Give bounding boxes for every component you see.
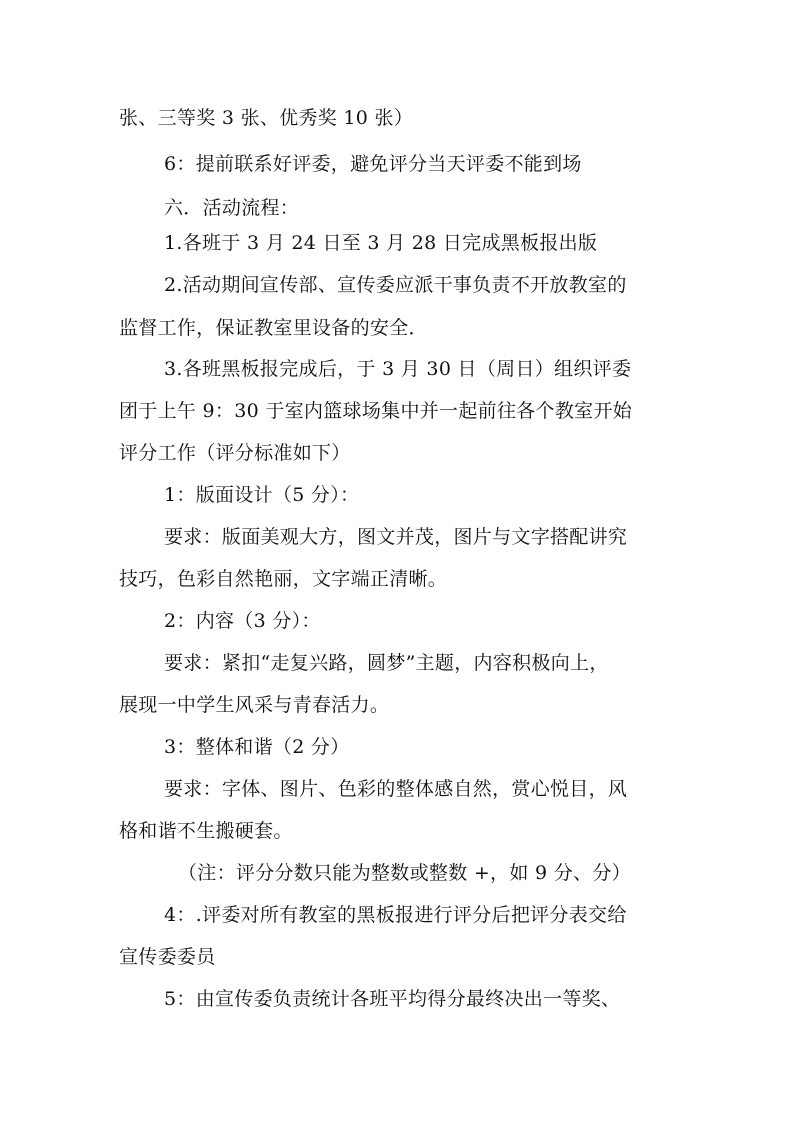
text-line: 2.活动期间宣传部、宣传委应派干事负责不开放教室的 bbox=[164, 274, 627, 296]
text-line: 1：版面设计（5 分）： bbox=[164, 484, 360, 506]
text-line: 3：整体和谐（2 分） bbox=[164, 736, 350, 758]
text-line: 评分工作（评分标准如下） bbox=[119, 442, 351, 464]
text-line: 团于上午 9：30 于室内篮球场集中并一起前往各个教室开始 bbox=[119, 400, 633, 422]
text-line: 2：内容（3 分）： bbox=[164, 610, 321, 632]
text-line: 要求：版面美观大方，图文并茂，图片与文字搭配讲究 bbox=[164, 526, 628, 548]
text-line: 3.各班黑板报完成后，于 3 月 30 日（周日）组织评委 bbox=[164, 358, 632, 380]
text-line: 要求：字体、图片、色彩的整体感自然，赏心悦目，风 bbox=[164, 778, 628, 800]
text-line: 4：.评委对所有教室的黑板报进行评分后把评分表交给 bbox=[164, 904, 627, 926]
text-line: 5：由宣传委负责统计各班平均得分最终决出一等奖、 bbox=[164, 988, 621, 1010]
text-line: （注：评分分数只能为整数或整数 +，如 9 分、分） bbox=[178, 862, 631, 884]
text-line: 展现一中学生风采与青春活力。 bbox=[119, 694, 390, 716]
text-line: 技巧，色彩自然艳丽，文字端正清晰。 bbox=[119, 568, 448, 590]
section-heading: 六．活动流程： bbox=[164, 197, 300, 219]
text-line: 格和谐不生搬硬套。 bbox=[119, 820, 293, 842]
text-line: 监督工作，保证教室里设备的安全． bbox=[119, 317, 428, 339]
text-line: 要求：紧扣“走复兴路，圆梦”主题，内容积极向上， bbox=[164, 652, 609, 674]
text-line: 6：提前联系好评委，避免评分当天评委不能到场 bbox=[164, 153, 582, 175]
text-line: 1.各班于 3 月 24 日至 3 月 28 日完成黑板报出版 bbox=[164, 232, 598, 254]
text-line: 张、三等奖 3 张、优秀奖 10 张） bbox=[119, 107, 414, 129]
text-line: 宣传委委员 bbox=[119, 946, 216, 968]
